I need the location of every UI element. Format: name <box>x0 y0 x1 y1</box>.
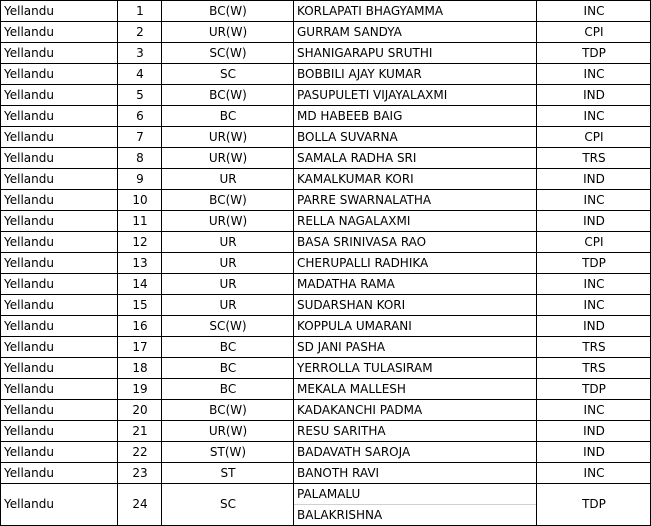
category-cell: BC(W) <box>162 85 294 106</box>
serial-number-cell: 19 <box>118 379 162 400</box>
category-cell: UR <box>162 274 294 295</box>
serial-number-cell: 18 <box>118 358 162 379</box>
candidate-name-line-2: BALAKRISHNA <box>294 504 536 525</box>
town-cell: Yellandu <box>1 22 118 43</box>
serial-number-cell: 3 <box>118 43 162 64</box>
table-row <box>1 127 651 148</box>
category-cell: SC(W) <box>162 43 294 64</box>
candidates-table-body <box>1 1 651 484</box>
candidate-name-cell: BADAVATH SAROJA <box>294 442 537 463</box>
serial-number-cell: 22 <box>118 442 162 463</box>
party-cell: INC <box>537 64 651 85</box>
serial-number-cell: 8 <box>118 148 162 169</box>
category-cell: BC <box>162 358 294 379</box>
table-row <box>1 337 651 358</box>
party-cell: IND <box>537 169 651 190</box>
party-cell: IND <box>537 85 651 106</box>
serial-number-cell: 1 <box>118 1 162 22</box>
party-cell: CPI <box>537 232 651 253</box>
serial-number-cell: 10 <box>118 190 162 211</box>
town-cell: Yellandu <box>1 274 118 295</box>
table-row <box>1 169 651 190</box>
party-cell: IND <box>537 316 651 337</box>
table-row <box>1 22 651 43</box>
serial-number-cell: 17 <box>118 337 162 358</box>
table-row <box>1 295 651 316</box>
party-cell: TDP <box>537 379 651 400</box>
table-row <box>1 148 651 169</box>
table-row <box>1 253 651 274</box>
candidate-name-cell: MADATHA RAMA <box>294 274 537 295</box>
table-row <box>1 379 651 400</box>
table-row <box>1 85 651 106</box>
candidate-name-cell: KADAKANCHI PADMA <box>294 400 537 421</box>
candidate-name-cell: PASUPULETI VIJAYALAXMI <box>294 85 537 106</box>
candidate-name-cell <box>294 484 537 526</box>
serial-number-cell: 11 <box>118 211 162 232</box>
table-row <box>1 64 651 85</box>
serial-number-cell: 16 <box>118 316 162 337</box>
serial-number-cell: 4 <box>118 64 162 85</box>
town-cell: Yellandu <box>1 232 118 253</box>
serial-number-cell: 15 <box>118 295 162 316</box>
candidate-name-cell: SD JANI PASHA <box>294 337 537 358</box>
table-row <box>1 274 651 295</box>
party-cell: IND <box>537 421 651 442</box>
candidate-name-cell: KOPPULA UMARANI <box>294 316 537 337</box>
table-row <box>1 358 651 379</box>
category-cell: ST(W) <box>162 442 294 463</box>
table-row <box>1 1 651 22</box>
town-cell: Yellandu <box>1 484 118 526</box>
category-cell: UR <box>162 295 294 316</box>
table-row <box>1 421 651 442</box>
party-cell: TDP <box>537 43 651 64</box>
serial-number-cell: 23 <box>118 463 162 484</box>
table-row <box>1 232 651 253</box>
party-cell: TRS <box>537 337 651 358</box>
candidate-name-cell: PARRE SWARNALATHA <box>294 190 537 211</box>
town-cell: Yellandu <box>1 463 118 484</box>
serial-number-cell: 6 <box>118 106 162 127</box>
party-cell: INC <box>537 274 651 295</box>
party-cell: TRS <box>537 148 651 169</box>
town-cell: Yellandu <box>1 400 118 421</box>
candidate-name-cell: CHERUPALLI RADHIKA <box>294 253 537 274</box>
candidate-name-cell: RELLA NAGALAXMI <box>294 211 537 232</box>
candidate-name-cell: YERROLLA TULASIRAM <box>294 358 537 379</box>
category-cell: BC <box>162 106 294 127</box>
party-cell: INC <box>537 106 651 127</box>
party-cell: IND <box>537 211 651 232</box>
category-cell: ST <box>162 463 294 484</box>
serial-number-cell: 5 <box>118 85 162 106</box>
serial-number-cell: 14 <box>118 274 162 295</box>
candidate-name-cell: BOBBILI AJAY KUMAR <box>294 64 537 85</box>
party-cell: TRS <box>537 358 651 379</box>
category-cell: UR(W) <box>162 211 294 232</box>
party-cell: INC <box>537 463 651 484</box>
category-cell: BC(W) <box>162 1 294 22</box>
category-cell: UR <box>162 253 294 274</box>
category-cell: UR(W) <box>162 22 294 43</box>
candidate-name-cell: KAMALKUMAR KORI <box>294 169 537 190</box>
town-cell: Yellandu <box>1 358 118 379</box>
candidate-name-cell: GURRAM SANDYA <box>294 22 537 43</box>
candidate-name-line-1: PALAMALU <box>297 487 361 501</box>
town-cell: Yellandu <box>1 85 118 106</box>
category-cell: BC <box>162 379 294 400</box>
table-row <box>1 211 651 232</box>
category-cell: BC(W) <box>162 190 294 211</box>
town-cell: Yellandu <box>1 295 118 316</box>
category-cell: SC <box>162 484 294 526</box>
category-cell: SC(W) <box>162 316 294 337</box>
town-cell: Yellandu <box>1 316 118 337</box>
table-row <box>1 316 651 337</box>
table-row <box>1 400 651 421</box>
serial-number-cell: 21 <box>118 421 162 442</box>
category-cell: BC <box>162 337 294 358</box>
candidate-name-split <box>294 484 536 525</box>
town-cell: Yellandu <box>1 190 118 211</box>
town-cell: Yellandu <box>1 169 118 190</box>
category-cell: SC <box>162 64 294 85</box>
serial-number-cell: 2 <box>118 22 162 43</box>
candidates-table-last <box>1 484 651 526</box>
candidate-name-cell: BANOTH RAVI <box>294 463 537 484</box>
category-cell: UR <box>162 169 294 190</box>
candidate-name-cell: SHANIGARAPU SRUTHI <box>294 43 537 64</box>
party-cell: INC <box>537 190 651 211</box>
party-cell: INC <box>537 1 651 22</box>
serial-number-cell: 9 <box>118 169 162 190</box>
serial-number-cell: 24 <box>118 484 162 526</box>
category-cell: UR(W) <box>162 421 294 442</box>
town-cell: Yellandu <box>1 43 118 64</box>
party-cell: IND <box>537 442 651 463</box>
town-cell: Yellandu <box>1 337 118 358</box>
party-cell: INC <box>537 400 651 421</box>
category-cell: UR(W) <box>162 127 294 148</box>
town-cell: Yellandu <box>1 442 118 463</box>
candidate-name-cell: KORLAPATI BHAGYAMMA <box>294 1 537 22</box>
party-cell: TDP <box>537 484 651 526</box>
candidate-name-cell: MD HABEEB BAIG <box>294 106 537 127</box>
category-cell: UR <box>162 232 294 253</box>
town-cell: Yellandu <box>1 1 118 22</box>
serial-number-cell: 20 <box>118 400 162 421</box>
table-row <box>1 106 651 127</box>
table-row <box>1 43 651 64</box>
table-row <box>1 442 651 463</box>
town-cell: Yellandu <box>1 127 118 148</box>
serial-number-cell: 13 <box>118 253 162 274</box>
table-row <box>1 463 651 484</box>
town-cell: Yellandu <box>1 64 118 85</box>
town-cell: Yellandu <box>1 253 118 274</box>
party-cell: CPI <box>537 22 651 43</box>
candidate-name-cell: RESU SARITHA <box>294 421 537 442</box>
candidate-name-cell: BASA SRINIVASA RAO <box>294 232 537 253</box>
candidate-name-cell: BOLLA SUVARNA <box>294 127 537 148</box>
category-cell: BC(W) <box>162 400 294 421</box>
candidate-name-cell: SAMALA RADHA SRI <box>294 148 537 169</box>
table-row <box>1 190 651 211</box>
party-cell: CPI <box>537 127 651 148</box>
candidate-name-cell: MEKALA MALLESH <box>294 379 537 400</box>
party-cell: TDP <box>537 253 651 274</box>
town-cell: Yellandu <box>1 148 118 169</box>
town-cell: Yellandu <box>1 211 118 232</box>
town-cell: Yellandu <box>1 379 118 400</box>
party-cell: INC <box>537 295 651 316</box>
table-row <box>1 484 651 526</box>
town-cell: Yellandu <box>1 106 118 127</box>
serial-number-cell: 12 <box>118 232 162 253</box>
candidate-name-cell: SUDARSHAN KORI <box>294 295 537 316</box>
serial-number-cell: 7 <box>118 127 162 148</box>
category-cell: UR(W) <box>162 148 294 169</box>
town-cell: Yellandu <box>1 421 118 442</box>
